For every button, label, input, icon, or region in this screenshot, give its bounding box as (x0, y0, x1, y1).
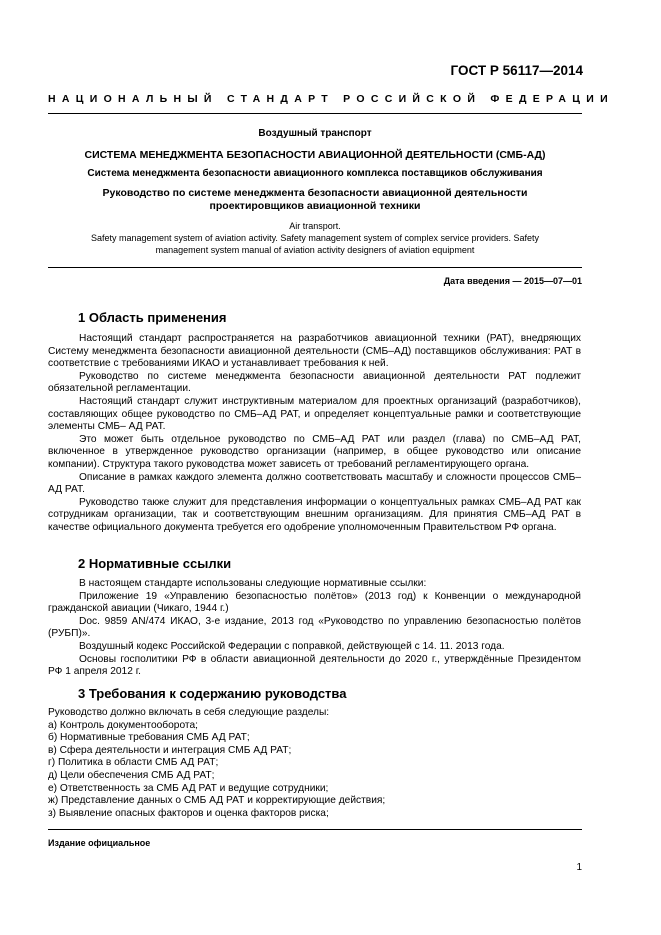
title-manual (48, 187, 582, 212)
title-manual-line2: проектировщиков авиационной техники (209, 199, 421, 212)
section-1-heading: 1 Область применения (78, 310, 227, 325)
list-item: в) Сфера деятельности и интеграция СМБ АД РАТ; (48, 744, 292, 756)
paragraph: Это может быть отдельное руководство по СМБ–АД РАТ или раздел (глава) по СМБ–АД РАТ, включенное в утвержденное руководство организации (например, в общее руководство или описание компании). Структура такого руководства может зависеть от требований регламентирующего органа. (48, 433, 581, 470)
list-item: ж) Представление данных о СМБ АД РАТ и корректирующие действия; (48, 795, 386, 807)
section-3-list (48, 707, 581, 820)
list-item: а) Контроль документооборота; (48, 719, 198, 731)
paragraph: Основы госполитики РФ в области авиационной деятельности до 2020 г., утверждённые Президентом РФ 1 апреля 2012 г. (48, 653, 581, 678)
national-standard-line: НАЦИОНАЛЬНЫЙ СТАНДАРТ РОССИЙСКОЙ ФЕДЕРАЦИИ (48, 93, 614, 105)
paragraph: Настоящий стандарт служит инструктивным материалом для проектных организаций (разработчиков), составляющих общее руководство по СМБ–АД РАТ, и определяет концептуальные рамки и соответствующие элементы СМБ– АД РАТ. (48, 395, 581, 433)
paragraph: Doc. 9859 AN/474 ИКАО, 3-е издание, 2013 год «Руководство по управлению безопасностью полётов (РУБП)». (48, 615, 581, 640)
paragraph: Руководство также служит для представления информации о концептуальных рамках СМБ–АД РАТ как сотрудникам организации, так и соответствующим внешним организациям. Для принятия СМБ–АД РАТ в качестве официального документа требуется его одобрение уполномоченным Правительством РФ органа. (48, 496, 581, 533)
paragraph: Приложение 19 «Управлению безопасностью полётов» (2013 год) к Конвенции о международной гражданской авиации (Чикаго, 1944 г.) (48, 590, 581, 615)
paragraph: Воздушный кодекс Российской Федерации с поправкой, действующей с 14. 11. 2013 года. (79, 640, 505, 652)
list-item: б) Нормативные требования СМБ АД РАТ; (48, 732, 250, 744)
section-2-heading: 2 Нормативные ссылки (78, 556, 232, 571)
paragraph: Настоящий стандарт распространяется на разработчиков авиационной техники (PAT), внедряющих Систему менеджмента безопасности авиационной деятельности (СМБ–АД) поставщиков обслуживания: PAT в соответствие с требованиями ИКАО и устанавливает требования к ней. (48, 333, 581, 370)
title-air-transport: Воздушный транспорт (258, 128, 372, 139)
list-item: д) Цели обеспечения СМБ АД РАТ; (48, 769, 215, 781)
official-edition-label: Издание официальное (48, 838, 151, 848)
footer-divider (48, 829, 582, 830)
title-main: СИСТЕМА МЕНЕДЖМЕНТА БЕЗОПАСНОСТИ АВИАЦИОННОЙ ДЕЯТЕЛЬНОСТИ (СМБ-АД) (84, 149, 546, 161)
title-manual-line1: Руководство по системе менеджмента безопасности авиационной деятельности (102, 187, 528, 199)
english-title-line1: Air transport. (289, 221, 341, 231)
header-divider (48, 113, 582, 114)
english-title-line3: management system manual of aviation activity designers of aviation equipment (155, 245, 475, 256)
gost-number: ГОСТ Р 56117—2014 (450, 63, 583, 78)
section-1-body (48, 333, 581, 535)
list-item: г) Политика в области СМБ АД РАТ; (48, 757, 219, 769)
page-number: 1 (576, 862, 582, 873)
title-subtitle: Система менеджмента безопасности авиационного комплекса поставщиков обслуживания (87, 168, 543, 179)
list-item: е) Ответственность за СМБ АД РАТ и ведущие сотрудники; (48, 782, 329, 794)
paragraph: Руководство по системе менеджмента безопасности авиационной деятельности PAT подлежит обязательной регламентации. (48, 370, 581, 395)
english-title (48, 220, 582, 257)
title-divider (48, 267, 582, 268)
section-3-heading: 3 Требования к содержанию руководства (78, 686, 347, 701)
section-2-body (48, 578, 581, 679)
paragraph: В настоящем стандарте использованы следующие нормативные ссылки: (79, 578, 427, 589)
english-title-line2: Safety management system of aviation activity. Safety management system of complex service providers. Safety (90, 233, 540, 244)
intro-date: Дата введения — 2015—07—01 (443, 276, 582, 286)
list-item: з) Выявление опасных факторов и оценка факторов риска; (48, 807, 329, 819)
list-intro: Руководство должно включать в себя следующие разделы: (48, 707, 330, 718)
paragraph: Описание в рамках каждого элемента должно соответствовать масштабу и сложности процессов СМБ–АД РАТ. (48, 471, 581, 496)
